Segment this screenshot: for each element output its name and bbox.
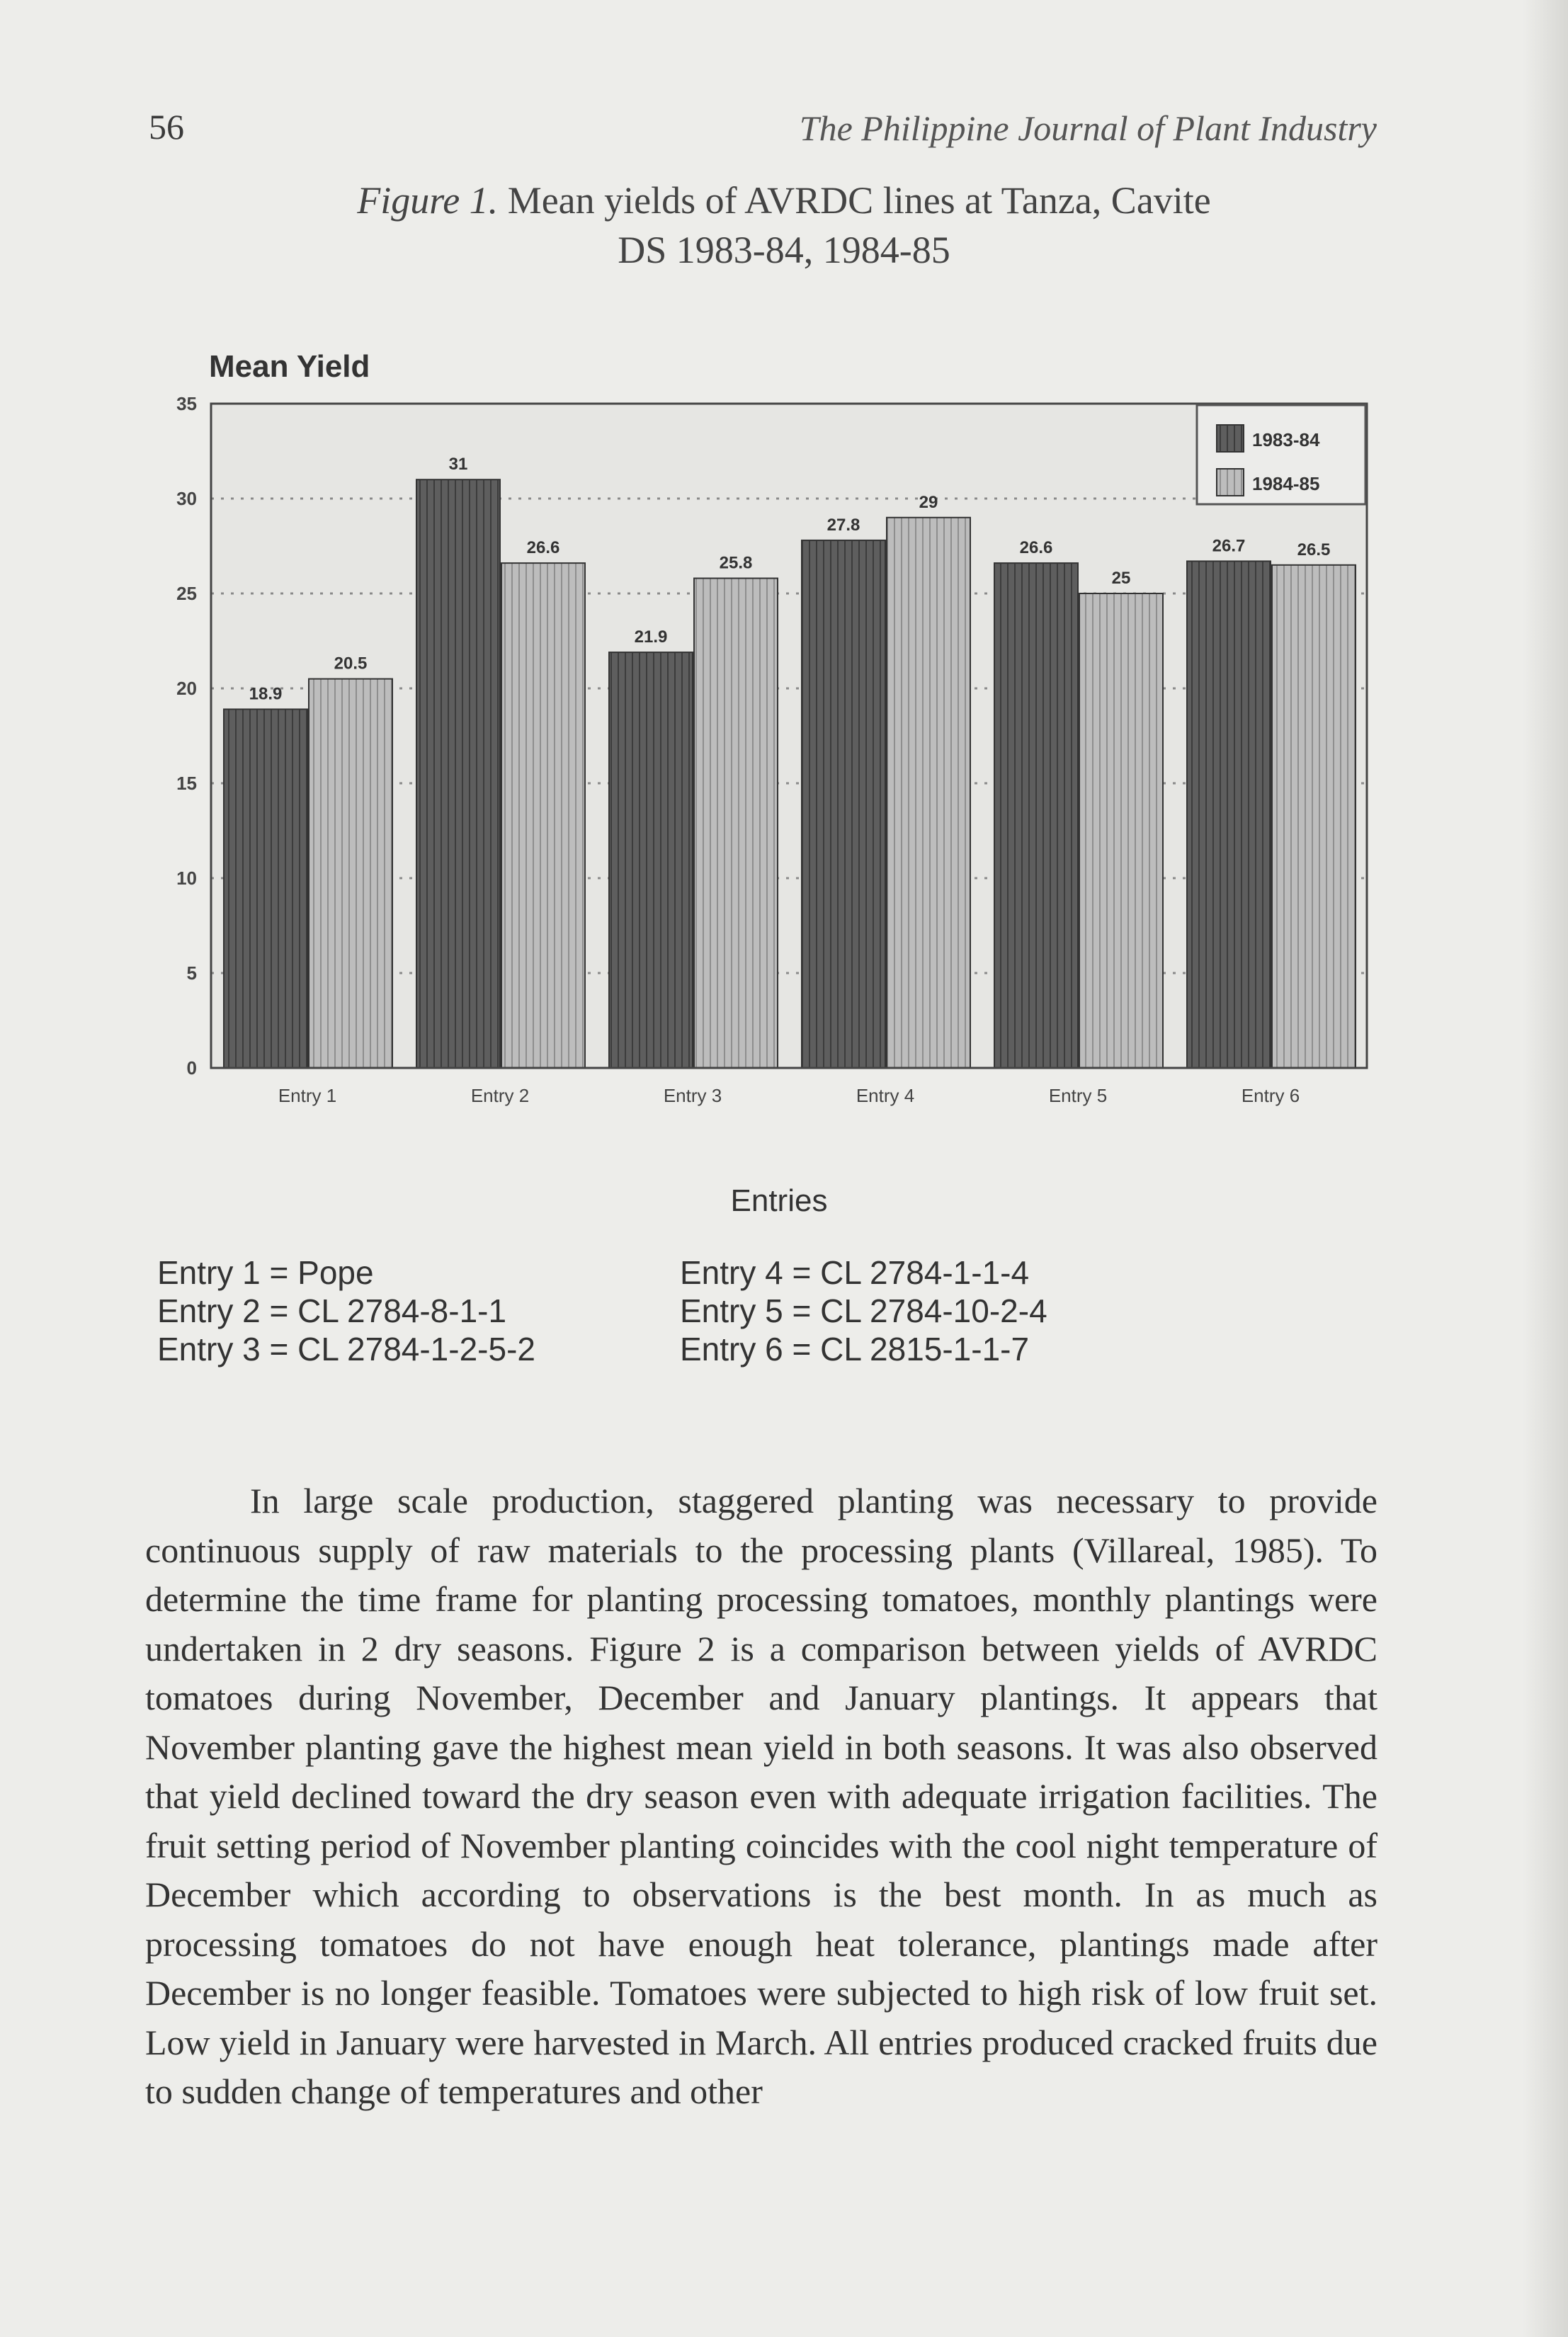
bar-series2 bbox=[887, 518, 970, 1068]
bar-data-label: 18.9 bbox=[249, 684, 283, 704]
bar-data-label: 25 bbox=[1111, 569, 1131, 588]
bar-series1 bbox=[802, 540, 885, 1068]
y-tick-label: 5 bbox=[186, 962, 197, 984]
y-tick-label: 20 bbox=[176, 678, 197, 699]
bar-data-label: 26.7 bbox=[1212, 536, 1246, 556]
running-head: The Philippine Journal of Plant Industry bbox=[799, 108, 1377, 148]
x-tick-label: Entry 3 bbox=[663, 1085, 722, 1106]
y-tick-label: 15 bbox=[176, 773, 197, 794]
y-tick-label: 0 bbox=[186, 1057, 197, 1079]
page-edge-shadow bbox=[1523, 0, 1568, 2337]
x-tick-label: Entry 4 bbox=[856, 1085, 915, 1106]
bar-series1 bbox=[1187, 561, 1271, 1068]
entry-key-3: Entry 3 = CL 2784-1-2-5-2 bbox=[157, 1331, 535, 1367]
bar-series1 bbox=[224, 709, 307, 1068]
bar-data-label: 31 bbox=[448, 455, 468, 474]
y-tick-label: 10 bbox=[176, 868, 197, 889]
caption-line1: Mean yields of AVRDC lines at Tanza, Cavite bbox=[507, 179, 1211, 222]
entry-key-2: Entry 2 = CL 2784-8-1-1 bbox=[157, 1292, 507, 1329]
bar-series1 bbox=[416, 479, 500, 1068]
bar-data-label: 27.8 bbox=[826, 515, 860, 535]
entries-key-left bbox=[157, 1253, 535, 1368]
body-paragraph: In large scale production, staggered planting was necessary to provide continuous supply of raw materials to the processing plants (Villareal, 1985). To determine the time frame for planting processing tomatoes, monthly plantings were undertaken in 2 dry seasons. Figure 2 is a comparison between yields of AVRDC tomatoes during November, December and January plantings. It appears that November planting gave the highest mean yield in both seasons. It was also observed that yield declined toward the dry season even with adequate irrigation facilities. The fruit setting period of November planting coincides with the cool night temperature of December which according to observations is the best month. In as much as processing tomatoes do not have enough heat tolerance, plantings made after December is no longer feasible. Tomatoes were subjected to high risk of low fruit set. Low yield in January were harvested in March. All entries produced cracked fruits due to sudden change of temperatures and other bbox=[145, 1481, 1377, 2111]
y-tick-label: 35 bbox=[176, 393, 197, 414]
x-tick-label: Entry 5 bbox=[1048, 1085, 1108, 1106]
y-axis-title: Mean Yield bbox=[209, 349, 370, 384]
x-tick-label: Entry 2 bbox=[470, 1085, 530, 1106]
entry-key-6: Entry 6 = CL 2815-1-1-7 bbox=[680, 1331, 1030, 1367]
bar-data-label: 26.6 bbox=[526, 538, 560, 558]
figure-caption bbox=[0, 176, 1568, 275]
bar-data-label: 21.9 bbox=[634, 627, 668, 647]
bar-series2 bbox=[1272, 565, 1356, 1068]
body-text bbox=[145, 1477, 1377, 2117]
legend-label-1: 1983-84 bbox=[1252, 429, 1320, 450]
bar-series1 bbox=[994, 563, 1078, 1068]
caption-line2: DS 1983-84, 1984-85 bbox=[618, 229, 950, 271]
entry-key-1: Entry 1 = Pope bbox=[157, 1254, 374, 1291]
page-number: 56 bbox=[149, 107, 184, 147]
legend-label-2: 1984-85 bbox=[1252, 473, 1320, 494]
bar-series2 bbox=[1079, 593, 1163, 1068]
x-tick-label: Entry 6 bbox=[1241, 1085, 1300, 1106]
x-tick-label: Entry 1 bbox=[278, 1085, 337, 1106]
bar-chart bbox=[135, 340, 1402, 1232]
legend-swatch-1 bbox=[1217, 425, 1244, 452]
figure-label: Figure 1. bbox=[357, 179, 499, 222]
bar-data-label: 20.5 bbox=[334, 654, 368, 673]
figure-chart bbox=[135, 340, 1402, 1232]
bar-data-label: 25.8 bbox=[719, 553, 753, 573]
y-tick-label: 30 bbox=[176, 488, 197, 509]
bar-data-label: 29 bbox=[919, 492, 938, 512]
legend-swatch-2 bbox=[1217, 469, 1244, 496]
bar-series2 bbox=[501, 563, 585, 1068]
entry-key-4: Entry 4 = CL 2784-1-1-4 bbox=[680, 1254, 1030, 1291]
y-tick-label: 25 bbox=[176, 583, 197, 604]
bar-data-label: 26.6 bbox=[1019, 538, 1053, 558]
bar-series1 bbox=[609, 652, 693, 1068]
entry-key-5: Entry 5 = CL 2784-10-2-4 bbox=[680, 1292, 1047, 1329]
entries-key-right bbox=[680, 1253, 1047, 1368]
bar-series2 bbox=[309, 679, 392, 1068]
bar-data-label: 26.5 bbox=[1297, 540, 1331, 559]
bar-series2 bbox=[694, 579, 778, 1068]
x-axis-title: Entries bbox=[730, 1183, 828, 1218]
